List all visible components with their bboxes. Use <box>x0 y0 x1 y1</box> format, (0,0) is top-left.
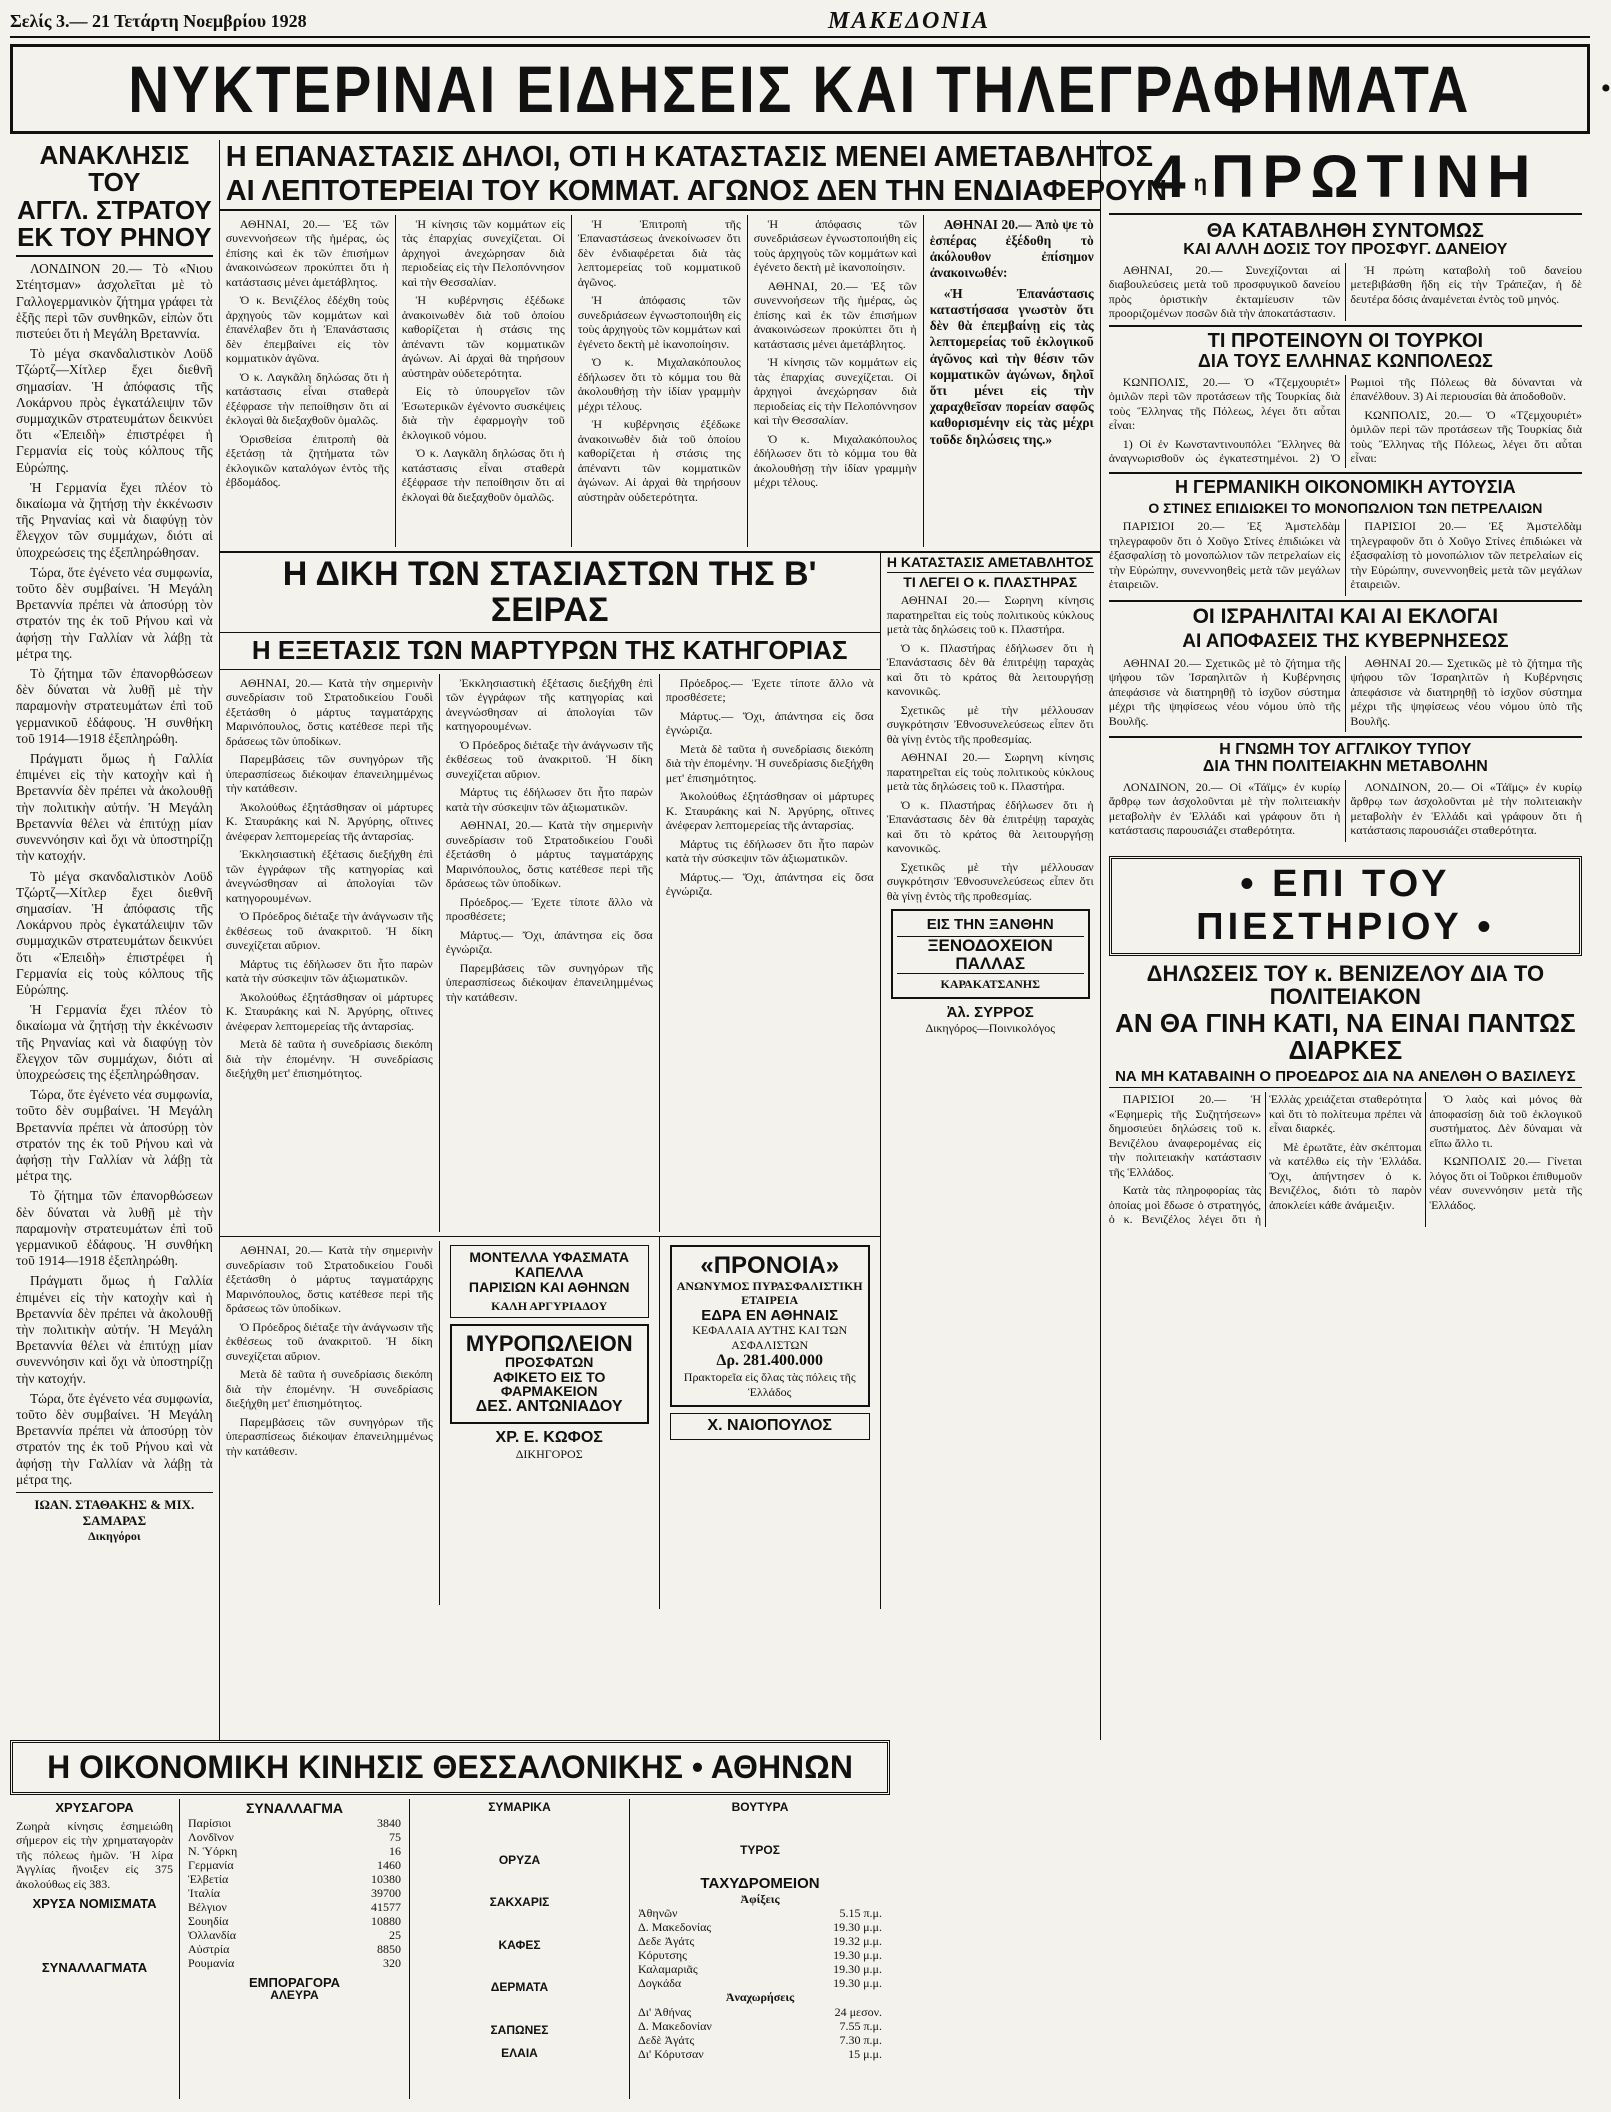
ads-col-fashion <box>440 1237 660 1608</box>
butter-head: ΒΟΥΤΥΡΑ <box>731 1800 789 1814</box>
english-press-paragraph: ΛΟΝΔΙΝΟΝ, 20.— Οἱ «Τάϊμς» ἐν κυρίῳ ἄρθρῳ των ἀσχολοῦνται μὲ τὴν πολιτειακὴν μεταβολὴν ἐν Ἑλλάδι καὶ γράφουν ὅτι ἡ κατάστασις παρουσιάζει σταθερότητα. <box>1108 779 1341 838</box>
edition-suffix: η <box>1193 170 1208 196</box>
divider <box>16 1492 213 1493</box>
insurance-ad-capital: Δρ. 281.400.000 <box>716 1352 823 1370</box>
trial-paragraph: ΑΘΗΝΑΙ, 20.— Κατὰ τὴν σημερινὴν συνεδρίασιν τοῦ Στρατοδικείου Γουδὶ ἐξετάσθη ὁ μάρτυς ταγματάρχης Μαρινόπουλος, ὅστις κατέθεσε περὶ τῆς δράσεως τῶν ὑποδίκων. <box>225 675 433 748</box>
revolution-paragraph: ΑΘΗΝΑΙ 20.— Ἀπὸ ψε τὸ ἑσπέρας ἐξέδοθη τὸ ἀκόλουθον ἐπίσημον ἀνακοινωθέν: <box>929 216 1094 281</box>
post-arrivals-head: Ἀφίξεις <box>740 1891 780 1906</box>
israelites-paragraph: ΑΘΗΝΑΙ 20.— Σχετικῶς μὲ τὸ ζήτημα τῆς ψήφου τῶν Ἰσραηλιτῶν ἡ Κυβέρνησις ἀπεφάσισε νὰ διατηρηθῇ τὸ ἰσχῦον σύστημα μέχρι τῆς ψηφίσεως νέου νόμου ὑπὸ τῆς Βουλῆς. <box>1108 655 1341 728</box>
edition-word: ΠΡΩΤΙΝΗ <box>1211 143 1539 210</box>
fx-row-label: Ἑλβετία <box>188 1871 229 1886</box>
rhine-paragraph: Τὸ ζήτημα τῶν ἐπανορθώσεων δὲν δύναται νὰ λυθῇ μὲ τὴν παραμονὴν στρατευμάτων ἐπὶ τοῦ γερμανικοῦ ἐδάφους. Ἡ συνθήκη τοῦ 1914—1918 ἐξεπληρώθη. <box>16 666 213 746</box>
revolution-col-3 <box>572 215 748 547</box>
post-arrival-row-label: Δεδε Ἀγάτς <box>638 1934 695 1949</box>
german-paragraph: ΠΑΡΙΣΙΟΙ 20.— Ἐξ Ἀμστελδὰμ τηλεγραφοῦν ὅτι ὁ Χοῦγο Στίνες ἐπιδιώκει νὰ ἐξασφαλίσῃ τὸ μονοπώλιον τῶν πετρελαίων εἰς τὴν Εὐρώπην, συνεννοηθεὶς μετὰ τῶν μεγάλων ἑταιρειῶν. <box>1108 519 1341 592</box>
turks-paragraph: ΚΩΝΠΟΛΙΣ, 20.— Ὁ «Τζεμχουριέτ» ὁμιλῶν περὶ τῶν προτάσεων τῆς Τουρκίας διὰ τοὺς Ἕλληνας τῆς Πόλεως, λέγει ὅτι αὗται εἶναι: <box>1350 407 1582 466</box>
rice-head: ΟΡΥΖΑ <box>498 1852 541 1867</box>
insurance-ad-line: ΕΔΡΑ ΕΝ ΑΘΗΝΑΙΣ <box>701 1306 839 1324</box>
post-departure-row <box>636 2047 884 2061</box>
turks-paragraph: ΚΩΝΠΟΛΙΣ, 20.— Ὁ «Τζεμχουριέτ» ὁμιλῶν περὶ τῶν προτάσεων τῆς Τουρκίας διὰ τοὺς Ἕλληνας τῆς Πόλεως, λέγει ὅτι αὗται εἶναι: <box>1108 374 1341 433</box>
trial-paragraph: Ὁ Πρόεδρος διέταξε τὴν ἀνάγνωσιν τῆς ἐκθέσεως τοῦ ἀνακριτοῦ. Ἡ δίκη συνεχίζεται αὔριον. <box>225 1319 433 1363</box>
market-head: ΕΜΠΟΡΑΓΟΡΑ <box>248 1974 341 1990</box>
post-arrival-row <box>636 1962 884 1976</box>
steady-paragraph: Σχετικῶς μὲ τὴν μέλλουσαν συγκρότησιν Ἐθνοσυνελεύσεως εἶπεν ὅτι θὰ γίνῃ ἐντὸς τῆς προθεσμίας. <box>886 702 1094 746</box>
german-headline-2: Ο ΣΤΙΝΕΣ ΕΠΙΔΙΩΚΕΙ ΤΟ ΜΟΝΟΠΩΛΙΟΝ ΤΩΝ ΠΕΤΡΕΛΑΙΩΝ <box>1148 499 1543 516</box>
fx-row-value: 10880 <box>371 1913 401 1928</box>
naiopoulos-ad-title: Χ. ΝΑΙΟΠΟΥΛΟΣ <box>707 1417 833 1435</box>
fourth-edition-head <box>1109 142 1582 215</box>
rhine-paragraph: Πράγματι ὅμως ἡ Γαλλία ἐπιμένει εἰς τὴν κατοχὴν καὶ ἡ Βρεταννία δὲν πρέπει νὰ ἀκολουθῇ τὴν πολιτικὴν αὐτήν. Ἡ Μεγάλη Βρεταννία θέλει νὰ ἐπιτύχῃ μίαν συνεννόησιν καὶ ὄχι νὰ ὑποστηρίζῃ τὴν κατοχήν. <box>16 751 213 864</box>
rhine-paragraph: Τώρα, ὅτε ἐγένετο νέα συμφωνία, τοῦτο δὲν συμβαίνει. Ἡ Μεγάλη Βρεταννία πρέπει νὰ ἀποσύρῃ τὸν στρατόν της ἐκ τοῦ Ρήνου καὶ νὰ ἀφήσῃ τὴν Γαλλίαν νὰ λάβῃ τὰ μέτρα της. <box>16 564 213 661</box>
revolution-col-2 <box>396 215 572 547</box>
trial-paragraph: Μάρτυς τις ἐδήλωσεν ὅτι ἦτο παρὼν κατὰ τὴν σύσκεψιν τῶν ἀξιωματικῶν. <box>225 956 433 986</box>
divider <box>1109 472 1582 474</box>
xanthi-hotel-ad <box>891 909 1090 999</box>
fashion-ad-line: ΜΟΝΤΕΛΛΑ ΥΦΑΣΜΑΤΑ ΚΑΠΕΛΛΑ <box>469 1249 630 1281</box>
post-arrival-row-value: 5.15 π.μ. <box>839 1906 882 1921</box>
rhine-dateline: ΛΟΝΔΙΝΟΝ 20.— Τὸ «Νιου Στέητσμαν» ἀσχολεῖται μὲ τὸ Γαλλογερμανικὸν ζήτημα γράφει τὰ ἑξῆς περὶ τῶν συνθηκῶν, εἰπὼν ὅτι πιστεύει ὅτι ἡ Μεγάλη Βρεταννία. <box>16 261 213 341</box>
fx-row-label: Παρίσιοι <box>188 1815 232 1830</box>
trial-paragraph: Παρεμβάσεις τῶν συνηγόρων τῆς ὑπερασπίσεως διέκοψαν ἐπανειλημμένως τὴν κατάθεσιν. <box>225 752 433 796</box>
israelites-article <box>1109 656 1582 733</box>
turks-headline-1: ΤΙ ΠΡΟΤΕΙΝΟΥΝ ΟΙ ΤΟΥΡΚΟΙ <box>1207 329 1484 352</box>
rhine-paragraph: Πράγματι ὅμως ἡ Γαλλία ἐπιμένει εἰς τὴν κατοχὴν καὶ ἡ Βρεταννία δὲν πρέπει νὰ ἀκολουθῇ τὴν πολιτικὴν αὐτήν. Ἡ Μεγάλη Βρεταννία θέλει νὰ ἐπιτύχῃ μίαν συνεννόησιν καὶ ὄχι νὰ ὑποστηρίζῃ τὴν κατοχήν. <box>16 1273 213 1386</box>
post-arrival-row-label: Ἀθηνῶν <box>638 1906 678 1921</box>
fx-row <box>186 1858 403 1872</box>
israelites-paragraph: ΑΘΗΝΑΙ 20.— Σχετικῶς μὲ τὸ ζήτημα τῆς ψήφου τῶν Ἰσραηλιτῶν ἡ Κυβέρνησις ἀπεφάσισε νὰ διατηρηθῇ τὸ ἰσχῦον σύστημα μέχρι τῆς ψηφίσεως νέου νόμου ὑπὸ τῆς Βουλῆς. <box>1350 655 1582 728</box>
venizelos-paragraph: Μὲ ἐρωτᾶτε, ἐὰν σκέπτομαι νὰ κατέλθω εἰς τὴν Ἑλλάδα. Ὄχι, ἀπήντησεν ὁ κ. Βενιζέλος, διότι τὸ παρὸν ἀποκλείει κάθε ἀνάμειξιν. <box>1269 1139 1422 1212</box>
insurance-ad-line: ΑΝΩΝΥΜΟΣ ΠΥΡΑΣΦΑΛΙΣΤΙΚΗ ΕΤΑΙΡΕΙΑ <box>676 1278 863 1308</box>
revolution-paragraph: ΑΘΗΝΑΙ, 20.— Ἐξ τῶν συνεννοήσεων τῆς ἡμέρας, ὡς ἐπίσης καὶ ἐκ τῶν ἐπισήμων ἀνακοινώσεων προκύπτει ὅτι ἡ κατάστασις μένει ἀμετάβλητος. <box>225 216 389 289</box>
trial-paragraph: Πρόεδρος.— Ἐχετε τίποτε ἄλλο νὰ προσθέσετε; <box>445 894 653 924</box>
lawyer-kofos-ad <box>446 1430 653 1461</box>
israelites-headline-1: ΟΙ ΙΣΡΑΗΛΙΤΑΙ ΚΑΙ ΑΙ ΕΚΛΟΓΑΙ <box>1192 604 1499 628</box>
fx-row <box>186 1844 403 1858</box>
post-departure-row-value: 7.55 π.μ. <box>839 2018 882 2033</box>
post-arrival-row-value: 19.30 μ.μ. <box>833 1976 882 1991</box>
revolution-paragraph: Ὁ κ. Λαγκᾶλη δηλώσας ὅτι ἡ κατάστασις εἶναι σταθερὰ ἐξέφρασε τὴν πεποίθησιν ὅτι αἱ ἐκλογαὶ θὰ διεξαχθοῦν ὁμαλῶς. <box>225 369 389 428</box>
post-arrival-row-label: Δ. Μακεδονίας <box>638 1920 712 1935</box>
post-departure-row <box>636 2005 884 2019</box>
venizelos-paragraph: ΚΩΝΠΟΛΙΣ 20.— Γίνεται λόγος ὅτι οἱ Τοῦρκοι ἐπιθυμοῦν νέαν συνεννόησιν μετὰ τῆς Ἑλλάδος. <box>1429 1154 1582 1212</box>
revolution-paragraph: Ἡ Ἐπιτροπὴ τῆς Ἐπαναστάσεως ἀνεκοίνωσεν ὅτι δὲν ἐνδιαφέρεται διὰ τὰς λεπτομερείας τοῦ κομματικοῦ ἀγῶνος. <box>577 216 741 289</box>
economic-headline: Η ΟΙΚΟΝΟΜΙΚΗ ΚΙΝΗΣΙΣ ΘΕΣΣΑΛΟΝΙΚΗΣ • ΑΘΗΝΩΝ <box>10 1740 890 1795</box>
trial-area <box>220 551 1100 1609</box>
english-press-headline-1: Η ΓΝΩΜΗ ΤΟΥ ΑΓΓΛΙΚΟΥ ΤΥΠΟΥ <box>1219 741 1472 759</box>
fx-row-label: Ὀλλανδία <box>188 1927 237 1942</box>
rhine-paragraph: Τώρα, ὅτε ἐγένετο νέα συμφωνία, τοῦτο δὲν συμβαίνει. Ἡ Μεγάλη Βρεταννία πρέπει νὰ ἀποσύρῃ τὸν στρατόν της ἐκ τοῦ Ρήνου καὶ νὰ ἀφήσῃ τὴν Γαλλίαν νὰ λάβῃ τὰ μέτρα της. <box>16 1087 213 1184</box>
trial-columns <box>220 670 880 1237</box>
fx-row <box>186 1914 403 1928</box>
steady-paragraph: Ὁ κ. Πλαστήρας ἐδήλωσεν ὅτι ἡ Ἐπανάστασις δὲν θὰ ἐπιτρέψῃ ταραχὰς καὶ ὅτι τὸ κράτος θὰ λειτουργήσῃ κανονικῶς. <box>886 797 1094 856</box>
post-departure-row <box>636 2019 884 2033</box>
rhine-paragraph: Ἡ Γερμανία ἔχει πλέον τὸ δικαίωμα νὰ ζητήσῃ τὴν ἐκκένωσιν τῆς Ρηνανίας καὶ νὰ διαφύγῃ τὸν ἔλεγχον τῶν συμμάχων, διότι αἱ ὑποχρεώσεις της ἐξεπληρώθησαν. <box>16 479 213 560</box>
lawyers-ad <box>16 1497 213 1544</box>
post-arrival-row-value: 19.30 μ.μ. <box>833 1948 882 1963</box>
fx-row-value: 320 <box>383 1955 401 1970</box>
perfumery-ad-title: ΜΥΡΟΠΩΛΕΙΟΝ <box>465 1331 633 1357</box>
post-arrival-row-value: 19.32 μ.μ. <box>833 1934 882 1949</box>
revolution-headline-2: ΑΙ ΛΕΠΤΟΤΕΡΕΙΑΙ ΤΟΥ ΚΟΜΜΑΤ. ΑΓΩΝΟΣ ΔΕΝ ΤΗΝ ΕΝΔΙΑΦΕΡΟΥΝ <box>225 175 1168 208</box>
trial-paragraph: Μάρτυς.— Ὄχι, ἀπάντησα εἰς ὅσα ἐγνώριζα. <box>665 708 874 738</box>
fx-row-label: Γερμανία <box>188 1857 234 1872</box>
venizelos-headline-1: ΔΗΛΩΣΕΙΣ ΤΟΥ κ. ΒΕΝΙΖΕΛΟΥ ΔΙΑ ΤΟ ΠΟΛΙΤΕΙΑΚΟΝ <box>1146 960 1545 1009</box>
trial-col-continued <box>220 1241 440 1604</box>
turks-article <box>1109 375 1582 468</box>
rhine-paragraph: Ἡ Γερμανία ἔχει πλέον τὸ δικαίωμα νὰ ζητήσῃ τὴν ἐκκένωσιν τῆς Ρηνανίας καὶ νὰ διαφύγῃ τὸν ἔλεγχον τῶν συμμάχων, διότι αἱ ὑποχρεώσεις της ἐξεπληρώθησαν. <box>16 1002 213 1082</box>
post-arrivals-table <box>636 1906 884 1990</box>
post-arrival-row <box>636 1976 884 1990</box>
revolution-paragraph: Ἡ ἀπόφασις τῶν συνεδριάσεων ἐγνωστοποιήθη εἰς τοὺς ἀρχηγοὺς τῶν κομμάτων καὶ ἐγένετο δεκτὴ μὲ ἱκανοποίησιν. <box>577 293 741 351</box>
trial-paragraph: Μετὰ δὲ ταῦτα ἡ συνεδρίασις διεκόπη διὰ τὴν ἐπομένην. Ἡ συνεδρίασις διεξήχθη μετ' ἐπισημότητος. <box>225 1367 433 1411</box>
fx-row-value: 75 <box>389 1829 401 1844</box>
fx-row-value: 3840 <box>377 1815 401 1830</box>
revolution-col-1 <box>220 215 396 547</box>
top-section <box>10 140 1590 1740</box>
fx-row <box>186 1928 403 1942</box>
lawyer-kofos-name: ΧΡ. Ε. ΚΩΦΟΣ <box>495 1428 603 1446</box>
fx-row <box>186 1900 403 1914</box>
press-head: ΕΠΙ ΤΟΥ ΠΙΕΣΤΗΡΙΟΥ <box>1196 862 1463 948</box>
revolution-paragraph: Εἰς τὸ ὑπουργεῖον τῶν Ἐσωτερικῶν ἐγένοντο συσκέψεις διὰ τὴν ἐφαρμογὴν τοῦ ἐκλογικοῦ νόμου. <box>401 384 565 442</box>
revolution-headlines <box>220 140 1168 211</box>
syrros-name: Ἀλ. ΣΥΡΡΟΣ <box>946 1004 1034 1022</box>
fx-row-label: Αὐστρία <box>188 1941 230 1956</box>
fx-row-label: Ν. Ὑόρκη <box>188 1843 238 1858</box>
perfumery-ad-line: ΠΡΟΣΦΑΤΩΝ <box>504 1354 594 1371</box>
right-column <box>1101 140 1590 1740</box>
coffee-head: ΚΑΦΕΣ <box>498 1937 541 1952</box>
trial-paragraph: Πρόεδρος.— Ἐχετε τίποτε ἄλλο νὰ προσθέσετε; <box>665 675 874 705</box>
column-rhine <box>10 140 220 1740</box>
venizelos-paragraph: Κατὰ τὰς πληροφορίας τὰς ὁποίας μοὶ ἔδωσε ὁ στρατηγός, ὁ κ. Βενιζέλος λέγει ὅτι ἡ Ἑλλὰς χρειάζεται σταθερότητα καὶ ὅτι τὸ πολίτευμα πρέπει νὰ εἶναι διαρκές. <box>1108 1092 1422 1227</box>
fashion-ad-line: ΚΑΛΗ ΑΡΓΥΡΙΑΔΟΥ <box>491 1298 608 1313</box>
trial-paragraph: Μάρτυς.— Ὄχι, ἀπάντησα εἰς ὅσα ἐγνώριζα. <box>445 927 653 957</box>
middle-area <box>220 140 1168 1740</box>
fx-row-label: Λονδῖνον <box>188 1829 234 1844</box>
steady-section <box>881 553 1100 1609</box>
trial-col-2 <box>440 674 660 1233</box>
fx-row-value: 16 <box>389 1843 401 1858</box>
venizelos-paragraph: ΠΑΡΙΣΙΟΙ 20.— Ἡ «Ἐφημερὶς τῆς Συζητήσεων» δημοσιεύει δηλώσεις τοῦ κ. Βενιζέλου ἀναφερομένας εἰς τὴν πολιτειακὴν κατάστασιν τῆς Ἑλλάδος. <box>1108 1092 1262 1179</box>
syrros-role: Δικηγόρος—Ποινικολόγος <box>925 1020 1055 1035</box>
steady-paragraph: ΑΘΗΝΑΙ 20.— Σωρηνη κίνησις παρατηρεῖται εἰς τοὺς πολιτικοὺς κύκλους μετὰ τὰς δηλώσεις τοῦ κ. Πλαστήρα. <box>886 750 1094 794</box>
cheese-head: ΤΥΡΟΣ <box>740 1842 780 1857</box>
fx-row <box>186 1816 403 1830</box>
ornament: • <box>1477 905 1495 948</box>
trial-paragraph: Μάρτυς τις ἐδήλωσεν ὅτι ἦτο παρὼν κατὰ τὴν σύσκεψιν τῶν ἀξιωματικῶν. <box>445 785 653 814</box>
fashion-ad-line: ΠΑΡΙΣΙΩΝ ΚΑΙ ΑΘΗΝΩΝ <box>468 1278 630 1295</box>
divider <box>1109 325 1582 327</box>
english-press-article <box>1109 780 1582 842</box>
loan-paragraph: Ἡ πρώτη καταβολὴ τοῦ δανείου μετεβιβάσθη ἤδη εἰς τὴν Τράπεζαν, ἡ δὲ δευτέρα δόσις ἀναμένεται ἐντὸς τοῦ μηνός. <box>1350 262 1582 306</box>
page-info: Σελίς 3.— 21 Τετάρτη Νοεμβρίου 1928 <box>10 10 307 31</box>
post-head: ΤΑΧΥΔΡΟΜΕΙΟΝ <box>700 1875 820 1893</box>
sugar-head: ΣΑΚΧΑΡΙΣ <box>489 1895 550 1910</box>
soap-head: ΣΑΠΩΝΕΣ <box>490 2022 549 2037</box>
trial-col-1 <box>220 674 440 1233</box>
commodities-column <box>410 1799 630 2099</box>
loan-paragraph: ΑΘΗΝΑΙ, 20.— Συνεχίζονται αἱ διαβουλεύσεις μετὰ τοῦ προσφυγικοῦ δανείου πρὸς ὁριστικὴν ἐκταμίευσιν τῶν προοριζομένων ποσῶν διὰ τὴν ἀποκατάστασιν. <box>1108 262 1341 321</box>
perfumery-ad-line: ΑΦΙΚΕΤΟ ΕΙΣ ΤΟ ΦΑΡΜΑΚΕΙΟΝ <box>493 1368 606 1400</box>
naiopoulos-ad <box>670 1413 870 1440</box>
post-arrival-row-value: 19.30 μ.μ. <box>833 1962 882 1977</box>
fx-table <box>186 1816 403 1970</box>
post-arrival-row <box>636 1906 884 1920</box>
trial-headline-2: Η ΕΞΕΤΑΣΙΣ ΤΩΝ ΜΑΡΤΥΡΩΝ ΤΗΣ ΚΑΤΗΓΟΡΙΑΣ <box>220 633 880 669</box>
post-departure-row-label: Δ. Μακεδονίαν <box>638 2018 712 2033</box>
revolution-paragraph: Ὁ κ. Μιχαλακόπουλος ἐδήλωσεν ὅτι τὸ κόμμα του θὰ ἀκολουθήσῃ τὴν ἰδίαν γραμμὴν μέχρι τέλους. <box>577 355 741 413</box>
revolution-paragraph: Ὁ κ. Βενιζέλος ἐδέχθη τοὺς ἀρχηγοὺς τῶν κομμάτων καὶ ἐπανέλαβεν ὅτι ἡ Ἐπανάστασις δὲν ἐπεμβαίνει εἰς τὸν κομματικὸν ἀγῶνα. <box>225 293 389 366</box>
post-departure-row-value: 24 μεσον. <box>834 2004 882 2019</box>
gold-column <box>10 1799 180 2099</box>
revolution-headline-1: Η ΕΠΑΝΑΣΤΑΣΙΣ ΔΗΛΟΙ, ΟΤΙ Η ΚΑΤΑΣΤΑΣΙΣ ΜΕΝΕΙ ΑΜΕΤΑΒΛΗΤΟΣ <box>225 141 1153 173</box>
insurance-ad <box>670 1245 870 1407</box>
post-arrival-row-value: 19.30 μ.μ. <box>833 1920 882 1935</box>
loan-article <box>1109 263 1582 321</box>
post-departure-row-label: Δεδὲ Ἀγάτς <box>638 2032 695 2047</box>
trial-paragraph: ΑΘΗΝΑΙ, 20.— Κατὰ τὴν σημερινὴν συνεδρίασιν τοῦ Στρατοδικείου Γουδὶ ἐξετάσθη ὁ μάρτυς ταγματάρχης Μαρινόπουλος, ὅστις κατέθεσε περὶ τῆς δράσεως τῶν ὑποδίκων. <box>445 818 653 891</box>
fx-row <box>186 1872 403 1886</box>
hotel-ad-line: ΕΙΣ ΤΗΝ ΞΑΝΘΗΝ <box>926 916 1054 934</box>
revolution-col-4 <box>748 215 924 547</box>
insurance-ad-title: «ΠΡΟΝΟΙΑ» <box>700 1252 840 1280</box>
fx-column <box>180 1799 410 2099</box>
trial-paragraph: Μάρτυς.— Ὄχι, ἀπάντησα εἰς ὅσα ἐγνώριζα. <box>665 869 874 899</box>
revolution-paragraph: Ἡ κίνησις τῶν κομμάτων εἰς τὰς ἐπαρχίας συνεχίζεται. Οἱ ἀρχηγοὶ ἀνεχώρησαν διὰ περιοδείας εἰς τὴν Πελοπόννησον καὶ τὴν Θεσσαλίαν. <box>753 355 917 428</box>
hotel-ad-name: ΞΕΝΟΔΟΧΕΙΟΝ ΠΑΛΛΑΣ <box>897 936 1084 974</box>
revolution-paragraph: Ἡ κίνησις τῶν κομμάτων εἰς τὰς ἐπαρχίας συνεχίζεται. Οἱ ἀρχηγοὶ ἀνεχώρησαν διὰ περιοδείας εἰς τὴν Πελοπόννησον καὶ τὴν Θεσσαλίαν. <box>401 216 565 289</box>
fx-row-label: Βέλγιον <box>188 1899 227 1914</box>
skins-head: ΔΕΡΜΑΤΑ <box>490 1980 549 1995</box>
gold-body: Ζωηρὰ κίνησις ἐσημειώθη σήμερον εἰς τὴν χρηματαγορὰν τῆς πόλεως ἡμῶν. Ἡ λίρα Ἀγγλίας ἤνοιξεν εἰς 375 ἀκολούθως εἰς 383. <box>16 1818 173 1891</box>
economic-columns <box>10 1799 890 2099</box>
post-column <box>630 1799 890 2099</box>
grains-head: ΣΥΜΑΡΙΚΑ <box>488 1800 551 1814</box>
fashion-ad <box>450 1245 649 1318</box>
trial-paragraph: Μετὰ δὲ ταῦτα ἡ συνεδρίασις διεκόπη διὰ τὴν ἐπομένην. Ἡ συνεδρίασις διεξήχθη μετ' ἐπισημότητος. <box>225 1037 433 1081</box>
ads-row <box>220 1236 880 1608</box>
divider <box>1109 600 1582 602</box>
rhine-headline-line: ΑΝΑΚΛΗΣΙΣ ΤΟΥ <box>39 140 190 198</box>
trial-paragraph: Μάρτυς τις ἐδήλωσεν ὅτι ἦτο παρὼν κατὰ τὴν σύσκεψιν τῶν ἀξιωματικῶν. <box>665 836 874 866</box>
turks-headline-2: ΔΙΑ ΤΟΥΣ ΕΛΛΗΝΑΣ ΚΩΝΠΟΛΕΩΣ <box>1197 350 1493 371</box>
trial-paragraph: Μετὰ δὲ ταῦτα ἡ συνεδρίασις διεκόπη διὰ τὴν ἐπομένην. Ἡ συνεδρίασις διεξήχθη μετ' ἐπισημότητος. <box>665 741 874 785</box>
oil-head: ΕΛΑΙΑ <box>501 2045 538 2060</box>
trial-paragraph: ΑΘΗΝΑΙ, 20.— Κατὰ τὴν σημερινὴν συνεδρίασιν τοῦ Στρατοδικείου Γουδὶ ἐξετάσθη ὁ μάρτυς ταγματάρχης Μαρινόπουλος, ὅστις κατέθεσε περὶ τῆς δράσεως τῶν ὑποδίκων. <box>225 1243 433 1316</box>
fx-row-value: 41577 <box>371 1899 401 1914</box>
fx-row <box>186 1830 403 1844</box>
steady-paragraph: Σχετικῶς μὲ τὴν μέλλουσαν συγκρότησιν Ἐθνοσυνελεύσεως εἶπεν ὅτι θὰ γίνῃ ἐντὸς τῆς προθεσμίας. <box>886 859 1094 903</box>
main-banner <box>10 44 1611 134</box>
flour-head: ΑΛΕΥΡΑ <box>270 1988 319 2003</box>
revolution-paragraph: ΑΘΗΝΑΙ, 20.— Ἐξ τῶν συνεννοήσεων τῆς ἡμέρας, ὡς ἐπίσης καὶ ἐκ τῶν ἐπισήμων ἀνακοινώσεων προκύπτει ὅτι ἡ κατάστασις μένει ἀμετάβλητος. <box>753 278 917 351</box>
syrros-ad <box>887 1005 1094 1035</box>
post-arrival-row <box>636 1920 884 1934</box>
revolution-paragraph: Ἡ κυβέρνησις ἐξέδωκε ἀνακοινωθὲν διὰ τοῦ ὁποίου καθορίζεται ἡ στάσις της ἀπέναντι τῶν κομματικῶν ἀγώνων. Αἱ ἀρχαὶ θὰ τηρήσουν αὐστηρὰν οὐδετερότητα. <box>401 293 565 380</box>
english-press-paragraph: ΛΟΝΔΙΝΟΝ, 20.— Οἱ «Τάϊμς» ἐν κυρίῳ ἄρθρῳ των ἀσχολοῦνται μὲ τὴν πολιτειακὴν μεταβολὴν ἐν Ἑλλάδι καὶ γράφουν ὅτι ἡ κατάστασις παρουσιάζει σταθερότητα. <box>1350 779 1582 838</box>
steady-article <box>887 593 1094 903</box>
fx-row <box>186 1942 403 1956</box>
trial-paragraph: Ἐκκλησιαστικὴ ἐξέτασις διεξήχθη ἐπὶ τῶν ἐγγράφων τῆς κατηγορίας καὶ ἀνεγνώσθησαν αἱ ἀπολογίαι τῶν κατηγορουμένων. <box>225 847 433 905</box>
fx-row-value: 10380 <box>371 1871 401 1886</box>
fx-row-value: 25 <box>389 1927 401 1942</box>
trial-paragraph: Ἀκολούθως ἐξητάσθησαν οἱ μάρτυρες Κ. Σταυράκης καὶ Ν. Ἀργύρης, οἵτινες ἀνέφεραν λεπτομερείας τῆς ἀνταρσίας. <box>225 989 433 1033</box>
ornament: • <box>1240 862 1258 905</box>
israelites-headline-2: ΑΙ ΑΠΟΦΑΣΕΙΣ ΤΗΣ ΚΥΒΕΡΝΗΣΕΩΣ <box>1182 630 1509 652</box>
post-departure-row <box>636 2033 884 2047</box>
fx-row-label: Ἰταλία <box>188 1885 221 1900</box>
economic-section <box>10 1740 890 2099</box>
fx-row <box>186 1956 403 1970</box>
fx-row-label: Ρουμανία <box>188 1955 235 1970</box>
venizelos-headline-2: ΑΝ ΘΑ ΓΙΝΗ ΚΑΤΙ, ΝΑ ΕΙΝΑΙ ΠΑΝΤΩΣ ΔΙΑΡΚΕΣ <box>1115 1008 1576 1066</box>
steady-headline-2: ΤΙ ΛΕΓΕΙ Ο κ. ΠΛΑΣΤΗΡΑΣ <box>903 573 1078 590</box>
post-arrival-row-label: Δογκάδα <box>638 1976 682 1991</box>
post-departure-row-value: 15 μ.μ. <box>848 2046 882 2061</box>
rhine-paragraph: Τὸ ζήτημα τῶν ἐπανορθώσεων δὲν δύναται νὰ λυθῇ μὲ τὴν παραμονὴν στρατευμάτων ἐπὶ τοῦ γερμανικοῦ ἐδάφους. Ἡ συνθήκη τοῦ 1914—1918 ἐξεπληρώθη. <box>16 1188 213 1269</box>
fx-row-label: Σουηδία <box>188 1913 229 1928</box>
insurance-ad-line: Πρακτορεῖα εἰς ὅλας τὰς πόλεις τῆς Ἑλλάδος <box>683 1370 856 1399</box>
venizelos-paragraph: Ὁ λαὸς καὶ μόνος θὰ ἀποφασίσῃ διὰ τοῦ ἐκλογικοῦ συστήματος. Δὲν δύναμαι νὰ εἴπω ἄλλο τι. <box>1429 1092 1582 1150</box>
revolution-paragraph: Ἡ κυβέρνησις ἐξέδωκε ἀνακοινωθὲν διὰ τοῦ ὁποίου καθορίζεται ἡ στάσις της ἀπέναντι τῶν κομματικῶν ἀγώνων. Αἱ ἀρχαὶ θὰ τηρήσουν αὐστηρὰν οὐδετερότητα. <box>577 417 741 504</box>
banner-title: ΝΥΚΤΕΡΙΝΑΙ ΕΙΔΗΣΕΙΣ ΚΑΙ ΤΗΛΕΓΡΑΦΗΜΑΤΑ <box>128 52 1472 126</box>
rhine-headline-line: ΑΓΓΛ. ΣΤΡΑΤΟΥ <box>16 194 212 225</box>
revolution-paragraph: «Ἡ Ἐπανάστασις καταστήσασα γνωστὸν ὅτι δὲν θὰ ἐπεμβαίνῃ εἰς τὰς λεπτομερείας τοῦ ἐκλογικοῦ ἀγῶνος καὶ τὴν θέσιν τῶν κομματικῶν ἀγώνων, δηλοῖ ὅτι μένει εἰς τὴν χαραχθεῖσαν πορείαν σαφῶς καθορισμένην εἰς τὰς μέχρι τοῦδε δηλώσεις της.» <box>929 285 1094 447</box>
revolution-paragraph: Ὁ κ. Λαγκᾶλη δηλώσας ὅτι ἡ κατάστασις εἶναι σταθερὰ ἐξέφρασε τὴν πεποίθησιν ὅτι αἱ ἐκλογαὶ θὰ διεξαχθοῦν ὁμαλῶς. <box>401 446 565 504</box>
post-arrival-row <box>636 1948 884 1962</box>
steady-headline-1: Η ΚΑΤΑΣΤΑΣΙΣ ΑΜΕΤΑΒΛΗΤΟΣ <box>887 555 1094 573</box>
english-press-headline-2: ΔΙΑ ΤΗΝ ΠΟΛΙΤΕΙΑΚΗΝ ΜΕΤΑΒΟΛΗΝ <box>1202 758 1488 776</box>
trial-headline-1: Η ΔΙΚΗ ΤΩΝ ΣΤΑΣΙΑΣΤΩΝ ΤΗΣ Β' ΣΕΙΡΑΣ <box>220 553 880 633</box>
german-paragraph: ΠΑΡΙΣΙΟΙ 20.— Ἐξ Ἀμστελδὰμ τηλεγραφοῦν ὅτι ὁ Χοῦγο Στίνες ἐπιδιώκει νὰ ἐξασφαλίσῃ τὸ μονοπώλιον τῶν πετρελαίων εἰς τὴν Εὐρώπην, συνεννοηθεὶς μετὰ τῶν μεγάλων ἑταιρειῶν. <box>1350 519 1582 592</box>
rhine-paragraph: Τὸ μέγα σκανδαλιστικὸν Λοϋδ Τζώρτζ—Χίτλερ ἔχει διεθνῆ σημασίαν. Ἡ ἀπόφασις τῆς Λοκάρνου πρὸς ἐγκατάλειψιν τῶν συμμαχικῶν στρατευμάτων δεικνύει ὅτι «Ἐπειδὴ» ἐπιστρέφει ἡ Γερμανία εἰς τοὺς κόλπους τῆς Εὐρώπης. <box>16 868 213 997</box>
rhine-headline <box>16 142 213 257</box>
revolution-paragraph: Ὁρισθείσα ἐπιτροπὴ θὰ ἐξετάσῃ τὰ ζητήματα τῶν ἐκλογικῶν καταλόγων ἐντὸς τῆς ἑβδομάδος. <box>225 431 389 490</box>
running-head <box>10 6 1590 38</box>
fx-row-value: 8850 <box>377 1941 401 1956</box>
trial-paragraph: Παρεμβάσεις τῶν συνηγόρων τῆς ὑπερασπίσεως διέκοψαν ἐπανειλημμένως τὴν κατάθεσιν. <box>225 1414 433 1458</box>
post-departures-head: Ἀναχωρήσεις <box>725 1990 795 2005</box>
venizelos-article <box>1109 1092 1582 1227</box>
ornament-right: • <box>1600 72 1611 105</box>
steady-paragraph: ΑΘΗΝΑΙ 20.— Σωρηνη κίνησις παρατηρεῖται εἰς τοὺς πολιτικοὺς κύκλους μετὰ τὰς δηλώσεις τοῦ κ. Πλαστήρα. <box>886 593 1094 637</box>
loan-headline-2: ΚΑΙ ΑΛΛΗ ΔΟΣΙΣ ΤΟΥ ΠΡΟΣΦΥΓ. ΔΑΝΕΙΟΥ <box>1183 241 1508 258</box>
post-arrival-row <box>636 1934 884 1948</box>
fx-row-value: 1460 <box>377 1857 401 1872</box>
coins-head: ΧΡΥΣΑ ΝΟΜΙΣΜΑΤΑ <box>32 1896 157 1912</box>
revolution-paragraph: Ἡ ἀπόφασις τῶν συνεδριάσεων ἐγνωστοποιήθη εἰς τοὺς ἀρχηγοὺς τῶν κομμάτων καὶ ἐγένετο δεκτὴ μὲ ἱκανοποίησιν. <box>753 216 917 275</box>
insurance-ad-line: ΚΕΦΑΛΑΙΑ ΑΥΤΗΣ ΚΑΙ ΤΩΝ ΑΣΦΑΛΙΣΤΩΝ <box>692 1323 848 1352</box>
rhine-article <box>16 261 213 1488</box>
fx-row-value: 39700 <box>371 1885 401 1900</box>
gold-head: ΧΡΥΣΑΓΟΡΑ <box>55 1800 134 1815</box>
turks-paragraph: 1) Οἱ ἐν Κωνσταντινουπόλει Ἕλληνες θὰ ἀναγνωρισθοῦν ὡς ἐγκατεστημένοι. 2) Ὁ Ρωμιοὶ τῆς Πόλεως θὰ δύνανται νὰ ἐπανέλθουν. 3) Αἱ περιουσίαι θὰ ἀποδοθοῦν. <box>1108 374 1582 466</box>
post-arrival-row-label: Καλαμαριᾶς <box>638 1962 698 1977</box>
fx-row <box>186 1886 403 1900</box>
divider <box>1109 736 1582 738</box>
trial-paragraph: Ἐκκλησιαστικὴ ἐξέτασις διεξήχθη ἐπὶ τῶν ἐγγράφων τῆς κατηγορίας καὶ ἀνεγνώσθησαν αἱ ἀπολογίαι τῶν κατηγορουμένων. <box>445 675 653 734</box>
rhine-headline-line: ΕΚ ΤΟΥ ΡΗΝΟΥ <box>17 221 212 252</box>
venizelos-headline-3: ΝΑ ΜΗ ΚΑΤΑΒΑΙΝΗ Ο ΠΡΟΕΔΡΟΣ ΔΙΑ ΝΑ ΑΝΕΛΘΗ Ο ΒΑΣΙΛΕΥΣ <box>1109 1069 1582 1089</box>
trial-paragraph: Ἀκολούθως ἐξητάσθησαν οἱ μάρτυρες Κ. Σταυράκης καὶ Ν. Ἀργύρης, οἵτινες ἀνέφεραν λεπτομερείας τῆς ἀνταρσίας. <box>225 799 433 843</box>
edition-number: 4 <box>1152 143 1194 210</box>
exchanges-head: ΣΥΝΑΛΛΑΓΜΑΤΑ <box>41 1959 148 1975</box>
steady-paragraph: Ὁ κ. Πλαστήρας ἐδήλωσεν ὅτι ἡ Ἐπανάστασις δὲν θὰ ἐπιτρέψῃ ταραχὰς καὶ ὅτι τὸ κράτος θὰ λειτουργήσῃ κανονικῶς. <box>886 640 1094 699</box>
post-departures-table <box>636 2005 884 2061</box>
perfumery-ad-line: ΔΕΣ. ΑΝΤΩΝΙΑΔΟΥ <box>475 1398 623 1416</box>
press-box-head <box>1109 856 1582 956</box>
post-departure-row-value: 7.30 π.μ. <box>839 2032 882 2047</box>
post-departure-row-label: Δι' Κόρυτσαν <box>638 2046 704 2061</box>
lawyer-kofos-role: ΔΙΚΗΓΟΡΟΣ <box>515 1446 583 1461</box>
ads-col-insurance <box>660 1237 880 1608</box>
trial-section <box>220 553 881 1609</box>
post-arrival-row-label: Κόρυτσης <box>638 1948 687 1963</box>
trial-paragraph: Ὁ Πρόεδρος διέταξε τὴν ἀνάγνωσιν τῆς ἐκθέσεως τοῦ ἀνακριτοῦ. Ἡ δίκη συνεχίζεται αὔριον. <box>225 909 433 953</box>
revolution-paragraph: Ὁ κ. Μιχαλακόπουλος ἐδήλωσεν ὅτι τὸ κόμμα του θὰ ἀκολουθήσῃ τὴν ἰδίαν γραμμὴν μέχρι τέλους. <box>753 431 917 490</box>
trial-paragraph: Ὁ Πρόεδρος διέταξε τὴν ἀνάγνωσιν τῆς ἐκθέσεως τοῦ ἀνακριτοῦ. Ἡ δίκη συνεχίζεται αὔριον. <box>445 737 653 781</box>
loan-headline-1: ΘΑ ΚΑΤΑΒΛΗΘΗ ΣΥΝΤΟΜΩΣ <box>1206 220 1484 242</box>
perfumery-ad <box>450 1324 649 1424</box>
trial-col-3 <box>660 674 880 1233</box>
rhine-paragraph: Τὸ μέγα σκανδαλιστικὸν Λοϋδ Τζώρτζ—Χίτλερ ἔχει διεθνῆ σημασίαν. Ἡ ἀπόφασις τῆς Λοκάρνου πρὸς ἐγκατάλειψιν τῶν συμμαχικῶν στρατευμάτων δεικνύει ὅτι «Ἐπειδὴ» ἐπιστρέφει ἡ Γερμανία εἰς τοὺς κόλπους τῆς Εὐρώπης. <box>16 346 213 475</box>
german-article <box>1109 519 1582 596</box>
trial-paragraph: Παρεμβάσεις τῶν συνηγόρων τῆς ὑπερασπίσεως διέκοψαν ἐπανειλημμένως τὴν κατάθεσιν. <box>445 960 653 1004</box>
german-headline-1: Η ΓΕΡΜΑΝΙΚΗ ΟΙΚΟΝΟΜΙΚΗ ΑΥΤΟΥΣΙΑ <box>1175 476 1516 497</box>
trial-paragraph: Ἀκολούθως ἐξητάσθησαν οἱ μάρτυρες Κ. Σταυράκης καὶ Ν. Ἀργύρης, οἵτινες ἀνέφεραν λεπτομερείας τῆς ἀνταρσίας. <box>665 789 874 833</box>
revolution-columns <box>220 211 1100 551</box>
rhine-paragraph: Τώρα, ὅτε ἐγένετο νέα συμφωνία, τοῦτο δὲν συμβαίνει. Ἡ Μεγάλη Βρεταννία πρέπει νὰ ἀποσύρῃ τὸν στρατόν της ἐκ τοῦ Ρήνου καὶ νὰ ἀφήσῃ τὴν Γαλλίαν νὰ λάβῃ τὰ μέτρα της. <box>16 1390 213 1487</box>
post-departure-row-label: Δι' Ἀθήνας <box>638 2004 692 2019</box>
fx-head: ΣΥΝΑΛΛΑΓΜΑ <box>246 1800 343 1816</box>
lawyers-ad-names: ΙΩΑΝ. ΣΤΑΘΑΚΗΣ & ΜΙΧ. ΣΑΜΑΡΑΣ <box>34 1497 195 1529</box>
revolution-col-5 <box>924 215 1100 547</box>
hotel-ad-line: ΚΑΡΑΚΑΤΣΑΝΗΣ <box>940 976 1040 991</box>
masthead: ΜΑΚΕΔΟΝΙΑ <box>828 7 990 34</box>
lawyers-ad-role: Δικηγόροι <box>88 1529 141 1544</box>
